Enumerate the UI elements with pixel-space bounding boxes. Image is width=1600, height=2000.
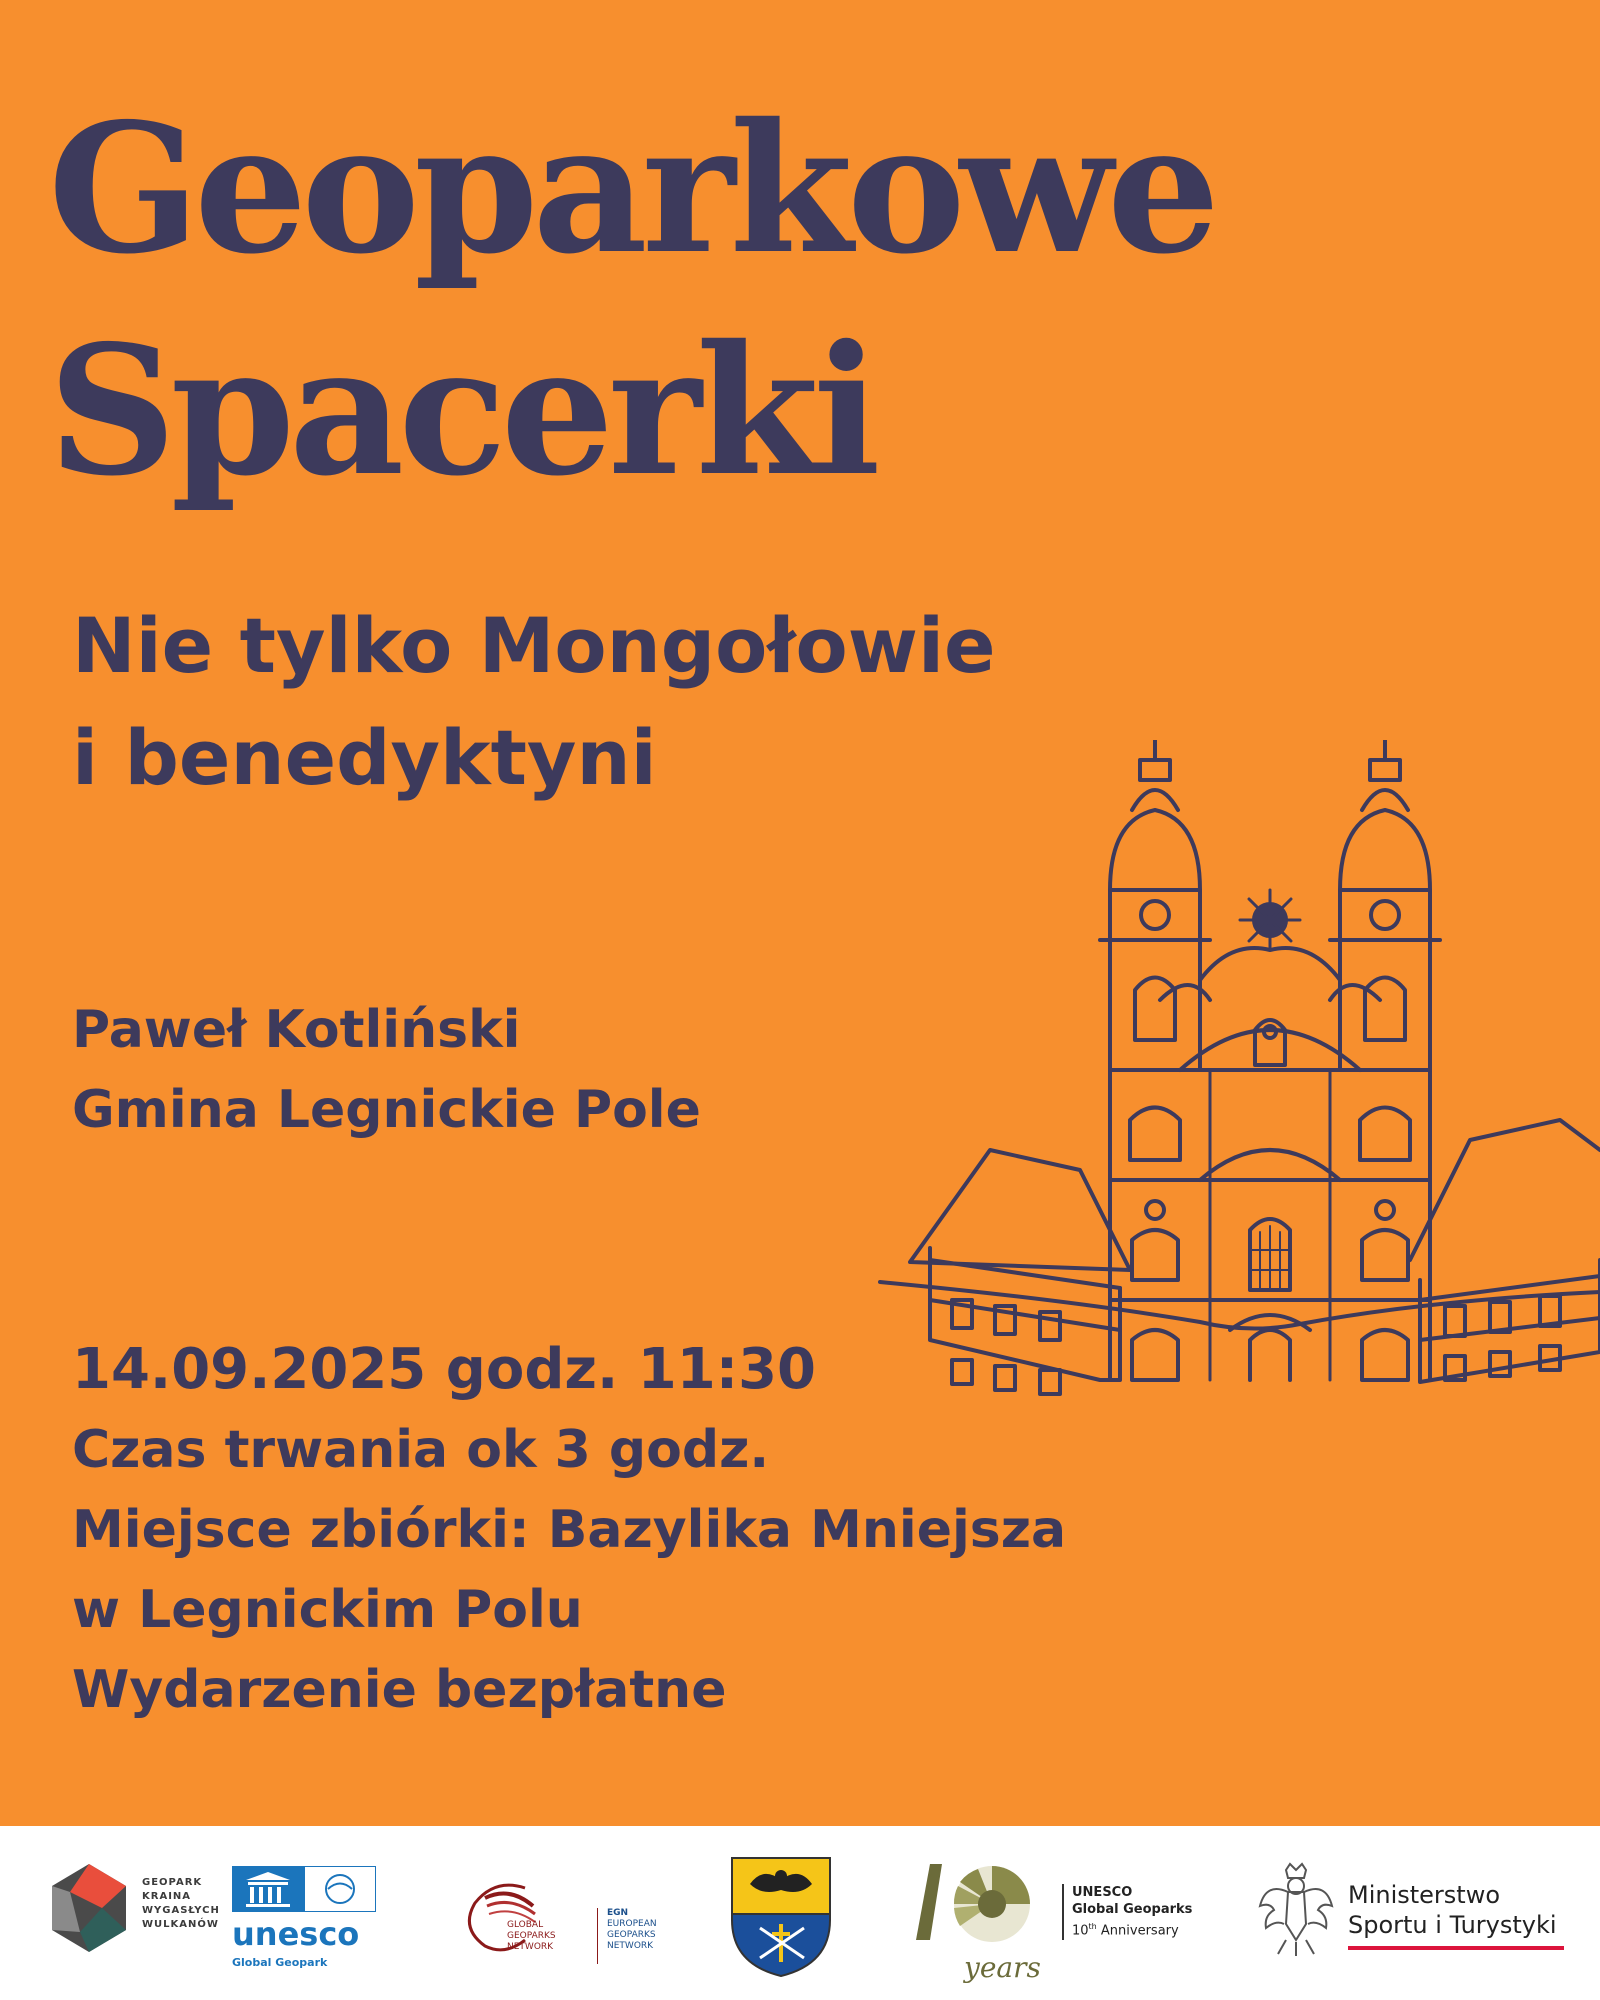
ministry-text-line2: Sportu i Turystyki [1348,1911,1557,1939]
egn-text-line2: EUROPEAN [607,1919,657,1929]
ggn-text-line2: GEOPARKS [507,1931,556,1941]
meeting-place-line1: Miejsce zbiórki: Bazylika Mniejsza [72,1500,1067,1560]
anniversary-ordinal: th [1088,1922,1097,1931]
ggn-text-line1: GLOBAL [507,1920,544,1930]
coat-of-arms-eagle-icon [728,1854,834,1980]
event-subtitle-line1: Nie tylko Mongołowie [72,601,996,690]
main-title-line2: Spacerki [48,306,875,515]
coat-of-arms [728,1854,838,1984]
unesco-logo [232,1866,382,1976]
ministry-text-line1: Ministerstwo [1348,1881,1501,1909]
anniversary-text-line2: Global Geoparks [1072,1902,1193,1917]
geopark-text-line4: WULKANÓW [142,1919,219,1930]
author-block [72,990,701,1150]
author-organization: Gmina Legnickie Pole [72,1080,701,1140]
unesco-wordmark: unesco [232,1915,360,1953]
anniversary-logo [900,1854,1210,1984]
sponsor-footer [0,1826,1600,2000]
basilica-illustration-icon [870,740,1600,1420]
geopark-text-line2: KRAINA [142,1891,192,1902]
ministry-red-bar [1348,1946,1564,1950]
geopark-text-line1: GEOPARK [142,1877,203,1888]
geopark-hexagon-icon [50,1862,128,1954]
anniversary-years: years [964,1951,1041,1984]
unesco-subtitle: Global Geopark [232,1956,328,1969]
egn-text-line3: GEOPARKS [607,1930,656,1940]
meeting-place-line2: w Legnickim Polu [72,1580,583,1640]
main-title [48,78,1214,522]
geopark-logo [50,1862,230,1962]
event-subtitle-line2: i benedyktyni [72,713,657,802]
polish-eagle-emblem-icon [1256,1862,1336,1958]
event-price: Wydarzenie bezpłatne [72,1660,727,1720]
ministry-logo [1256,1862,1576,1972]
event-datetime: 14.09.2025 godz. 11:30 [72,1337,817,1402]
anniversary-sunburst-icon [900,1854,1040,1954]
main-title-line1: Geoparkowe [48,84,1215,293]
event-subtitle [72,590,996,814]
egn-text-line1: EGN [607,1908,629,1918]
anniversary-word: Anniversary [1096,1923,1179,1939]
anniversary-text-line3 [1072,1918,1192,1939]
event-duration: Czas trwania ok 3 godz. [72,1420,770,1480]
ggn-text-line3: NETWORK [507,1942,554,1952]
unesco-temple-icon [232,1866,376,1912]
geopark-text-line3: WYGASŁYCH [142,1905,220,1916]
ggn-divider [597,1908,598,1964]
ggn-egn-logo [455,1868,675,1968]
author-name: Paweł Kotliński [72,1000,521,1060]
anniversary-text-line1: UNESCO [1072,1885,1133,1900]
egn-text-line4: NETWORK [607,1941,654,1951]
anniversary-number: 10 [1072,1923,1089,1939]
anniversary-divider [1062,1884,1064,1940]
